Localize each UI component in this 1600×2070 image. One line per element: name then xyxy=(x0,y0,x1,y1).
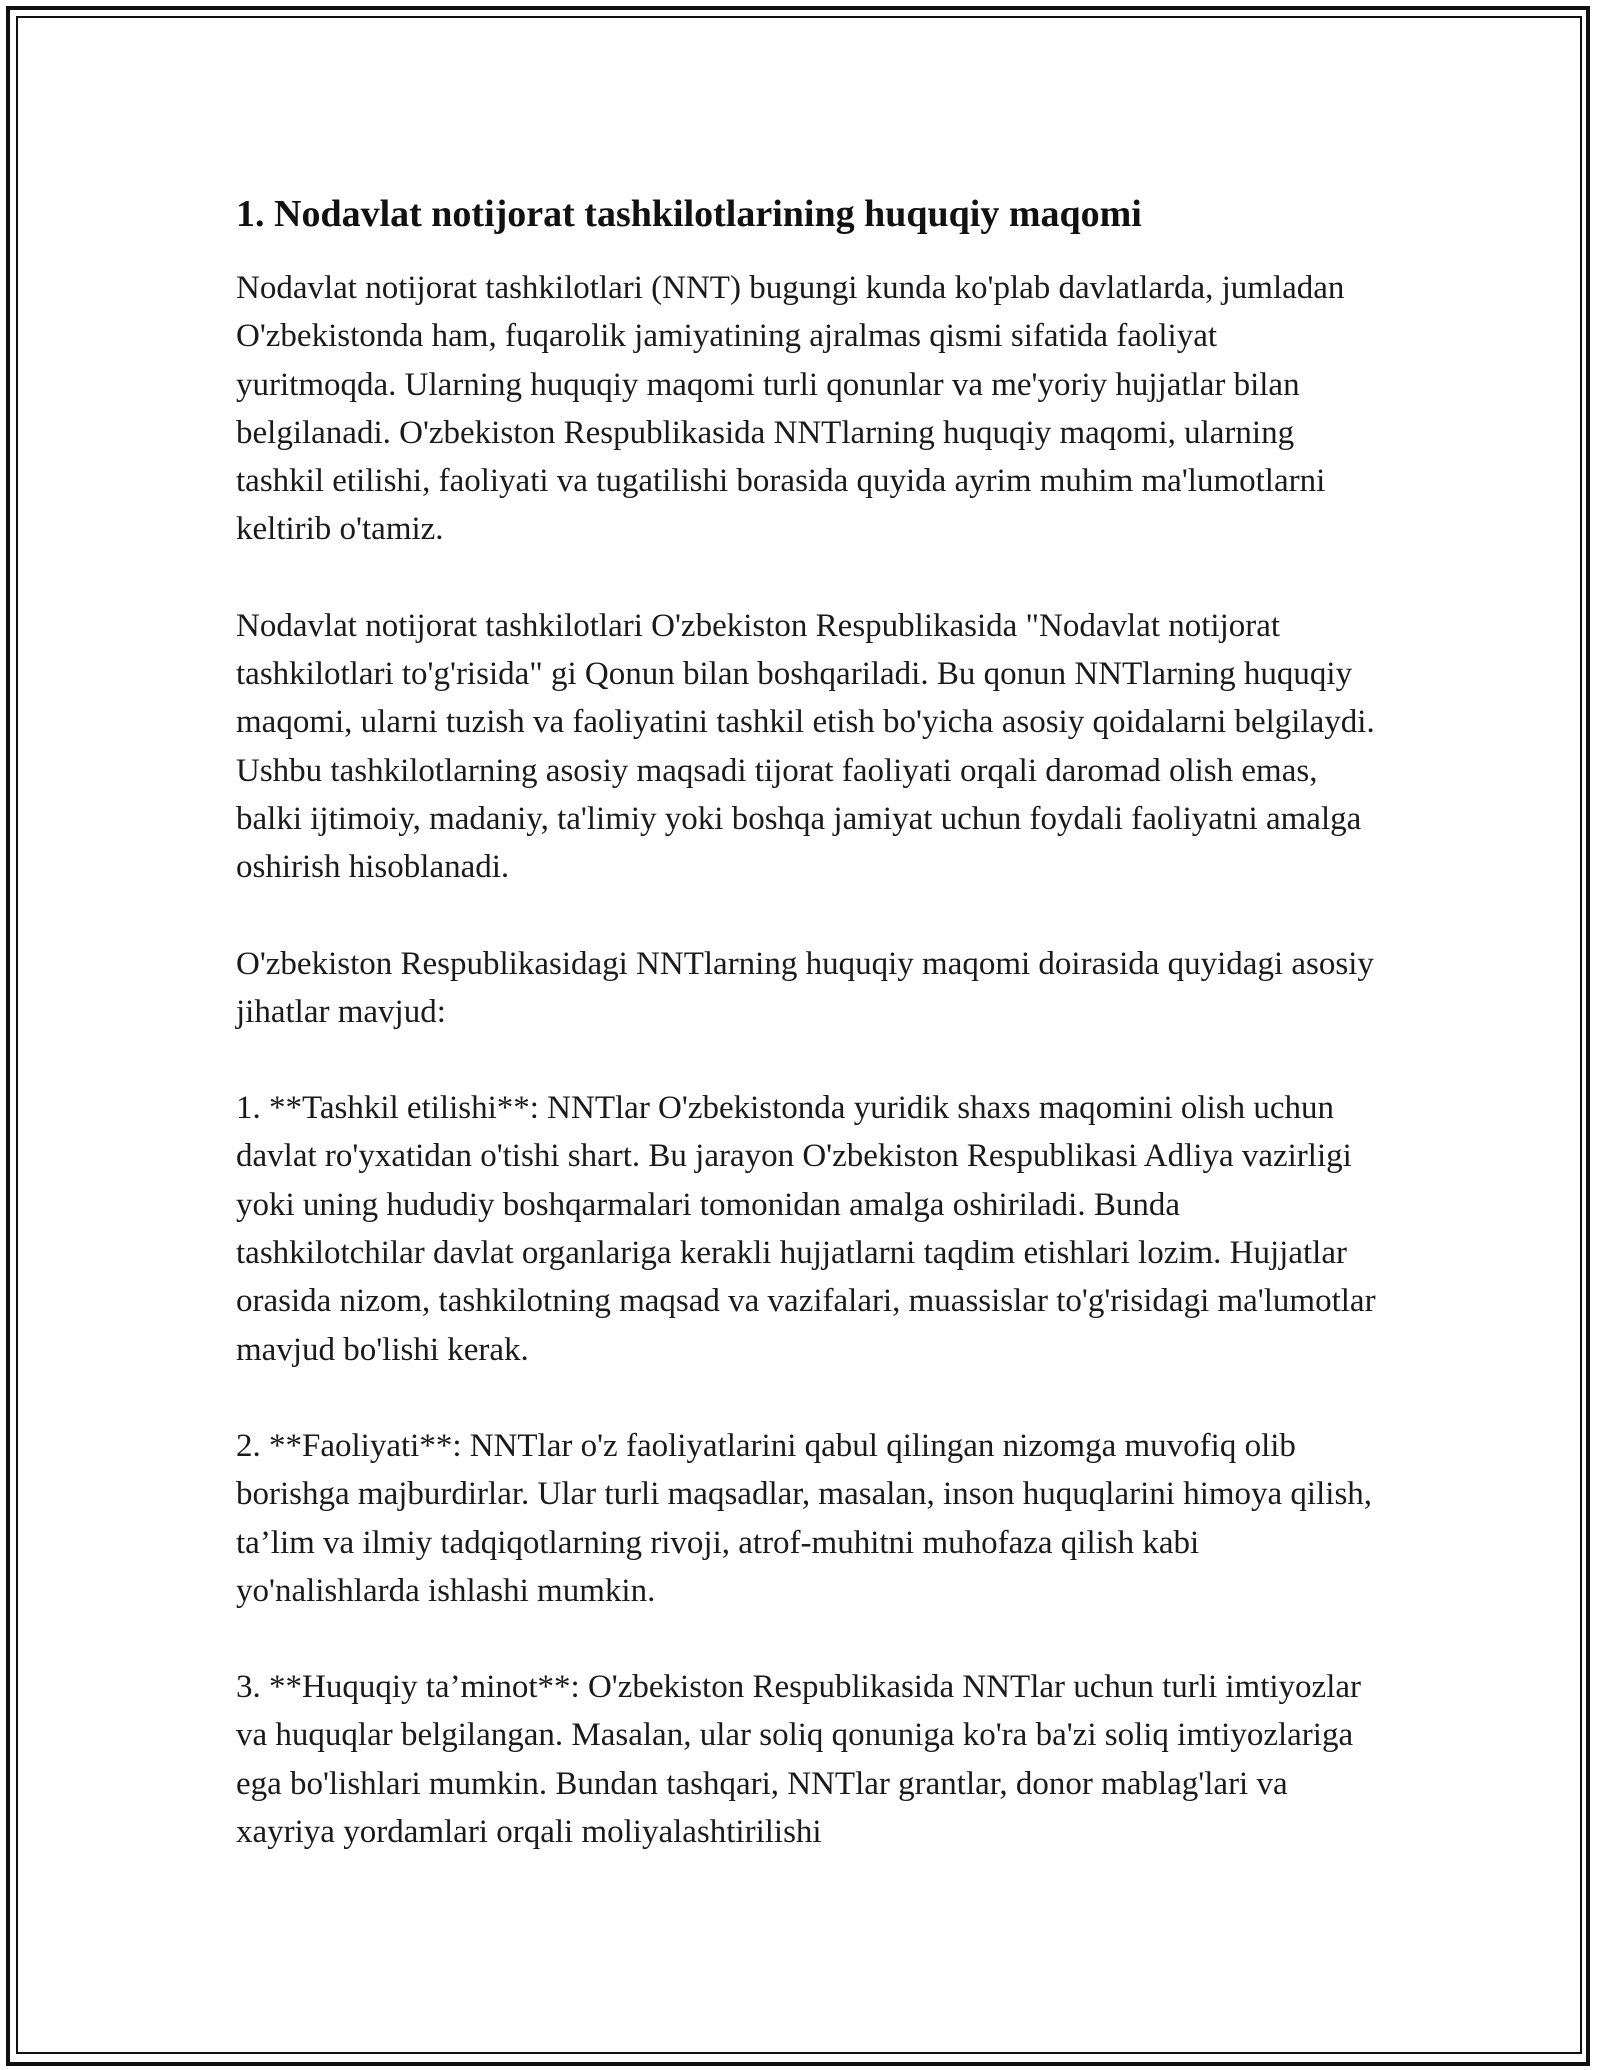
paragraph-point-3: 3. **Huquqiy ta’minot**: O'zbekiston Respublikasida NNTlar uchun turli imtiyozlar va huquqlar belgilangan. Masalan, ular soliq qonuniga ko'ra ba'zi soliq imtiyozlariga ega bo'lishlari mumkin. Bundan tashqari, NNTlar grantlar, donor mablag'lari va xayriya yordamlari orqali moliyalashtirilishi xyxy=(236,1669,1362,1851)
document-heading: 1. Nodavlat notijorat tashkilotlarining huquqiy maqomi xyxy=(236,193,1142,235)
paragraph-point-2: 2. **Faoliyati**: NNTlar o'z faoliyatlarini qabul qilingan nizomga muvofiq olib borishga majburdirlar. Ular turli maqsadlar, masalan, inson huquqlarini himoya qilish, ta’lim va ilmiy tadqiqotlarning rivoji, atrof-muhitni muhofaza qilish kabi yo'nalishlarda ishlashi mumkin. xyxy=(236,1427,1373,1609)
document-body xyxy=(236,188,1376,1904)
paragraph-intro: Nodavlat notijorat tashkilotlari (NNT) bugungi kunda ko'plab davlatlarda, jumladan O'zbekistonda ham, fuqarolik jamiyatining ajralmas qismi sifatida faoliyat yuritmoqda. Ularning huquqiy maqomi turli qonunlar va me'yoriy hujjatlar bilan belgilanadi. O'zbekiston Respublikasida NNTlarning huquqiy maqomi, ularning tashkil etilishi, faoliyati va tugatilishi borasida quyida ayrim muhim ma'lumotlarni keltirib o'tamiz. xyxy=(236,270,1345,548)
paragraph-aspects-intro: O'zbekiston Respublikasidagi NNTlarning huquqiy maqomi doirasida quyidagi asosiy jihatlar mavjud: xyxy=(236,945,1374,1030)
paragraph-point-1: 1. **Tashkil etilishi**: NNTlar O'zbekistonda yuridik shaxs maqomini olish uchun davlat ro'yxatidan o'tishi shart. Bu jarayon O'zbekiston Respublikasi Adliya vazirligi yoki uning hududiy boshqarmalari tomonidan amalga oshiriladi. Bunda tashkilotchilar davlat organlariga kerakli hujjatlarni taqdim etishlari lozim. Hujjatlar orasida nizom, tashkilotning maqsad va vazifalari, muassislar to'g'risidagi ma'lumotlar mavjud bo'lishi kerak. xyxy=(236,1090,1376,1368)
paragraph-law: Nodavlat notijorat tashkilotlari O'zbekiston Respublikasida "Nodavlat notijorat tashkilotlari to'g'risida" gi Qonun bilan boshqariladi. Bu qonun NNTlarning huquqiy maqomi, ularni tuzish va faoliyatini tashkil etish bo'yicha asosiy qoidalarni belgilaydi. Ushbu tashkilotlarning asosiy maqsadi tijorat faoliyati orqali daromad olish emas, balki ijtimoiy, madaniy, ta'limiy yoki boshqa jamiyat uchun foydali faoliyatni amalga oshirish hisoblanadi. xyxy=(236,607,1375,886)
